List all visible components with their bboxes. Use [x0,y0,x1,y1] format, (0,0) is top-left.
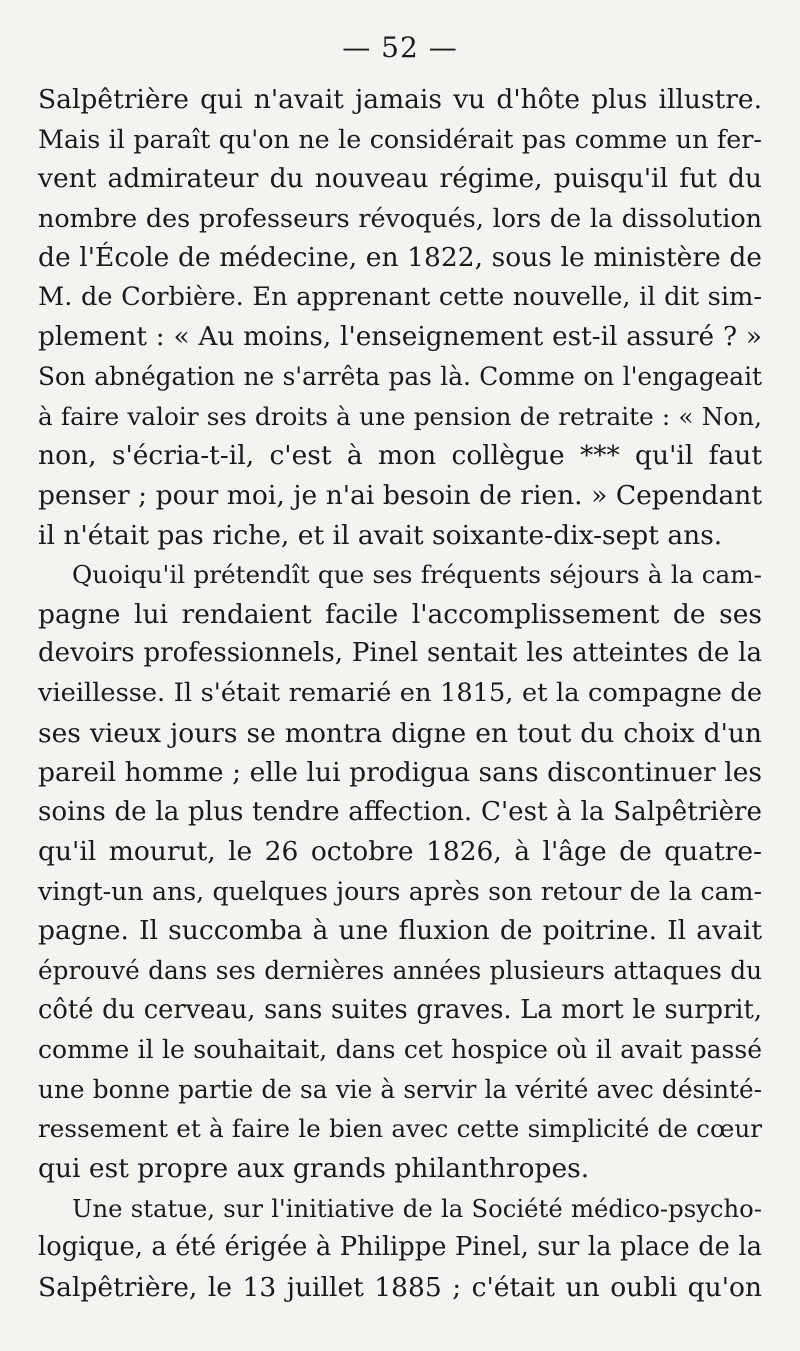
text-line: pagne. Il succomba à une fluxion de poitrine. Il avait [38,915,762,947]
text-line: vieillesse. Il s'était remarié en 1815, et la compagne de [38,677,762,708]
text-line: à faire valoir ses droits à une pension de retraite : « Non, [38,401,762,431]
text-line: soins de la plus tendre affection. C'est à la Salpêtrière [38,796,762,827]
text-line: il n'était pas riche, et il avait soixante-dix-sept ans. [38,519,723,551]
text-line: éprouvé dans ses dernières années plusieurs attaques du [38,956,762,986]
text-line: Salpêtrière, le 13 juillet 1885 ; c'était un oubli qu'on [38,1271,762,1303]
text-line: pagne lui rendaient facile l'accomplissement de ses [38,598,762,630]
text-line: ses vieux jours se montra digne en tout du choix d'un [38,717,762,749]
text-line: non, s'écria-t-il, c'est à mon collègue *** qu'il faut [38,440,762,472]
text-line: qui est propre aux grands philanthropes. [38,1153,590,1185]
text-line: ressement et à faire le bien avec cette simplicité de cœur [38,1114,762,1144]
paragraph-2 [38,555,762,1189]
text-line: Salpêtrière qui n'avait jamais vu d'hôte plus illustre. [38,84,762,115]
text-line: M. de Corbière. En apprenant cette nouvelle, il dit sim- [38,281,762,312]
text-line: comme il le souhaitait, dans cet hospice où il avait passé [38,1035,762,1065]
body-text [38,80,762,1307]
text-line: plement : « Au moins, l'enseignement est-il assuré ? » [38,321,762,352]
text-line: Son abnégation ne s'arrêta pas là. Comme on l'engageait [38,362,762,392]
paragraph-3 [38,1189,762,1308]
text-line: penser ; pour moi, je n'ai besoin de rien. » Cependant [38,479,762,511]
text-line: Une statue, sur l'initiative de la Société médico-psycho- [72,1193,762,1223]
page-number: — 52 — [342,31,458,64]
text-line: logique, a été érigée à Philippe Pinel, sur la place de la [38,1232,762,1263]
text-line: côté du cerveau, sans suites graves. La mort le surprit, [38,994,762,1025]
text-line: devoirs professionnels, Pinel sentait les atteintes de la [38,638,762,669]
text-line: vingt-un ans, quelques jours après son retour de la cam- [38,876,762,906]
text-line: nombre des professeurs révoqués, lors de la dissolution [38,202,762,233]
text-line: de l'École de médecine, en 1822, sous le ministère de [38,242,762,274]
text-line: pareil homme ; elle lui prodigua sans discontinuer les [38,757,762,789]
text-line: vent admirateur du nouveau régime, puisqu'il fut du [38,163,762,195]
text-line: Quoiqu'il prétendît que ses fréquents séjours à la cam- [72,560,762,590]
paragraph-1 [38,80,762,555]
text-line: Mais il paraît qu'on ne le considérait pas comme un fer- [38,123,762,154]
text-line: une bonne partie de sa vie à servir la vérité avec désinté- [38,1074,762,1104]
text-line: qu'il mourut, le 26 octobre 1826, à l'âge de quatre- [38,836,762,868]
